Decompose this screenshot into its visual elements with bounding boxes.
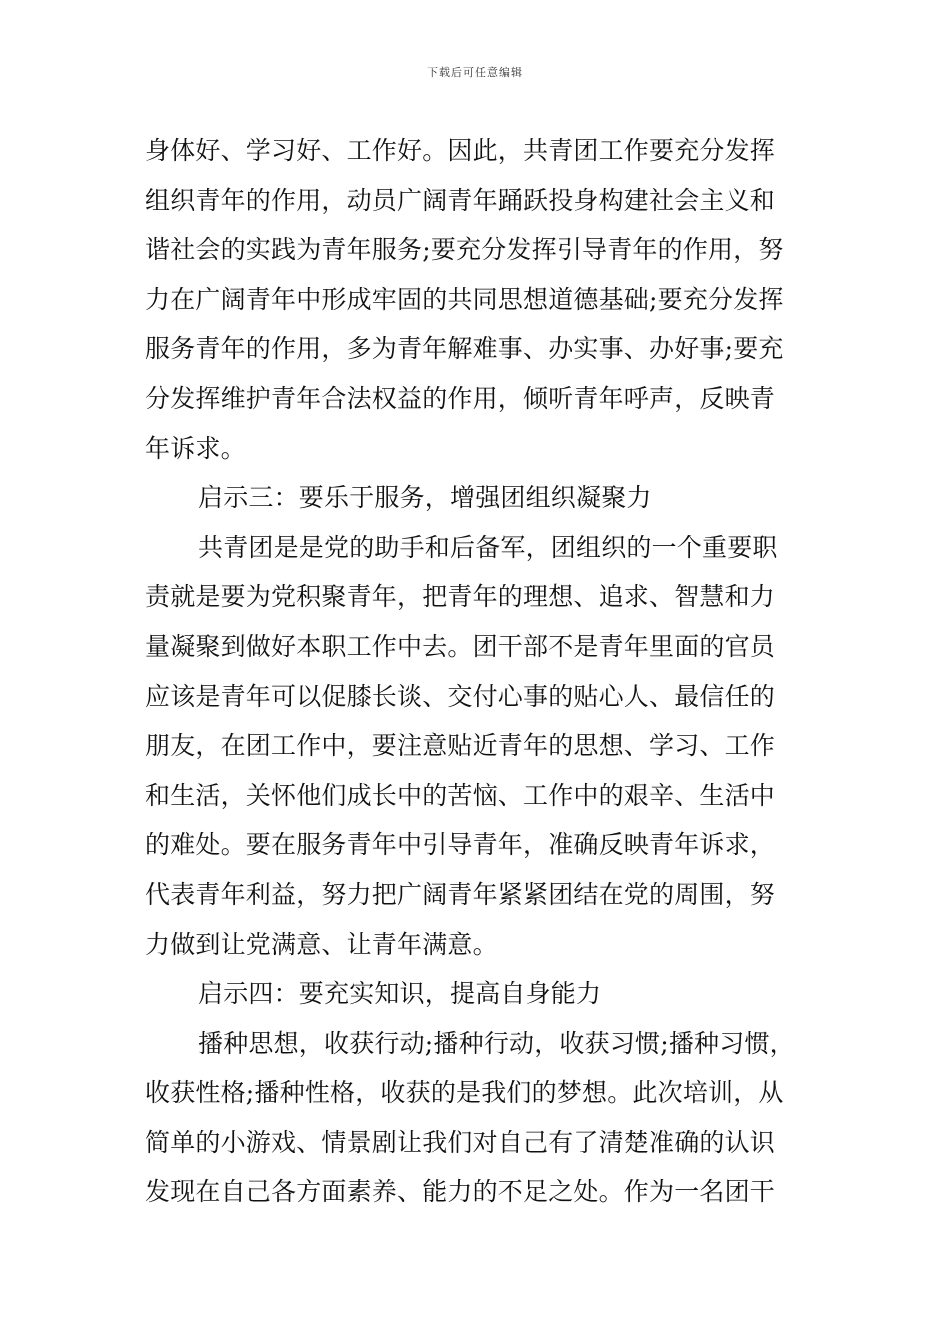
paragraph-line: 组织青年的作用，动员广阔青年踊跃投身构建社会主义和 <box>145 185 776 215</box>
paragraph-line: 身体好、学习好、工作好。因此，共青团工作要充分发挥 <box>145 136 776 165</box>
paragraph-line: 共青团是是党的助手和后备军，团组织的一个重要职 <box>198 532 778 562</box>
section-heading: 启示四：要充实知识，提高自身能力 <box>198 979 602 1009</box>
paragraph-line: 力在广阔青年中形成牢固的共同思想道德基础;要充分发挥 <box>145 284 784 314</box>
paragraph-line: 简单的小游戏、情景剧让我们对自己有了清楚准确的认识 <box>145 1127 776 1157</box>
paragraph-line: 播种思想，收获行动;播种行动，收获习惯;播种习惯， <box>198 1028 795 1058</box>
paragraph-line: 年诉求。 <box>145 433 246 463</box>
paragraph-line: 谐社会的实践为青年服务;要充分发挥引导青年的作用，努 <box>145 235 784 265</box>
paragraph-line: 的难处。要在服务青年中引导青年，准确反映青年诉求， <box>145 830 776 860</box>
document-body <box>145 126 810 1217</box>
paragraph-line: 服务青年的作用，多为青年解难事、办实事、办好事;要充 <box>145 334 784 364</box>
paragraph-line: 责就是要为党积聚青年，把青年的理想、追求、智慧和力 <box>145 582 776 612</box>
paragraph-line: 收获性格;播种性格，收获的是我们的梦想。此次培训，从 <box>145 1078 784 1108</box>
paragraph-line: 发现在自己各方面素养、能力的不足之处。作为一名团干 <box>145 1177 776 1207</box>
paragraph-line: 代表青年利益，努力把广阔青年紧紧团结在党的周围，努 <box>145 879 776 909</box>
paragraph-line: 朋友，在团工作中，要注意贴近青年的思想、学习、工作 <box>145 731 776 761</box>
paragraph-line: 应该是青年可以促膝长谈、交付心事的贴心人、最信任的 <box>145 681 776 711</box>
section-heading: 启示三：要乐于服务，增强团组织凝聚力 <box>198 483 652 513</box>
paragraph-line: 量凝聚到做好本职工作中去。团干部不是青年里面的官员 <box>145 631 776 661</box>
paragraph-line: 分发挥维护青年合法权益的作用，倾听青年呼声，反映青 <box>145 383 776 413</box>
page-header: 下载后可任意编辑 <box>427 66 523 79</box>
paragraph-line: 力做到让党满意、让青年满意。 <box>145 929 498 959</box>
paragraph-line: 和生活，关怀他们成长中的苦恼、工作中的艰辛、生活中 <box>145 780 776 810</box>
